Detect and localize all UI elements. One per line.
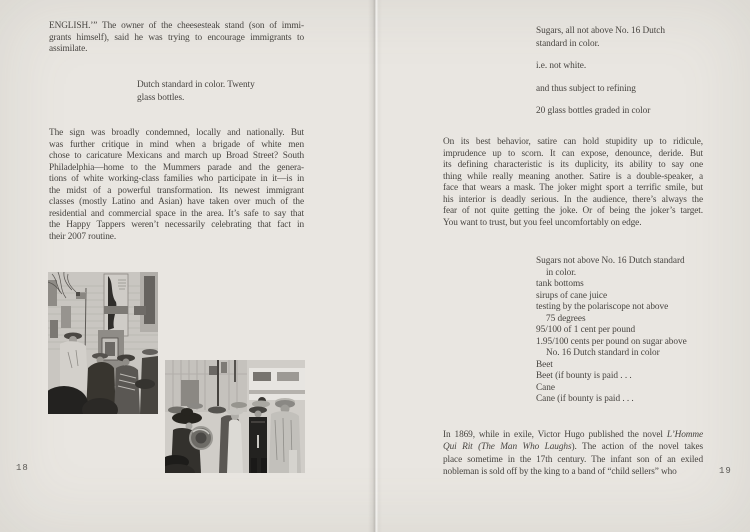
text-line: Sugars not above No. 16 Dutch standard [536,256,685,266]
text-line [443,429,703,441]
text-line: On its best behavior, satire can hold stupidity up to ridicule, [443,137,703,147]
page-number-left: 18 [16,463,29,473]
text-line: grants himself), said he was trying to encourage immigrants to [49,32,304,43]
text-line: its defining characteristic is its duplicity, its ability to say one [443,160,703,170]
text-line: fear of not quite getting the joke. Or of being the joker’s target. [443,206,703,216]
text-line [443,466,703,478]
text-line: the Happy Tappers weren’t necessarily celebrating that fact in [49,220,304,230]
paragraph-cheesesteak [49,21,304,56]
text-line: assimilate. [49,44,88,54]
text-line: i.e. not white. [536,61,587,71]
text-line [443,441,703,453]
text-line: sirups of cane juice [536,290,608,301]
text-line: No. 16 Dutch standard in color [546,348,660,358]
text-line: thing while really meaning another. Satire is a double-speaker, a [443,171,703,182]
text-line: testing by the polariscope not above [536,302,669,312]
blockquote-dutch-standard [137,79,255,104]
photo-mummers-parade-band-art [165,360,305,473]
text-line [536,95,665,105]
photo-mummers-parade-building-art [48,272,158,414]
text-line: Beet (if bounty is paid . . . [536,371,632,381]
text-line: standard in color. [536,38,600,49]
text-line: his interior is deadly serious. In the audience, there’s always the [443,194,703,205]
text-line: residential and commercial space in the area. It’s safe to say that [49,208,304,219]
paragraph-sign-condemned [49,128,304,243]
text-line: 1.95/100 cents per pound on sugar above [536,336,687,347]
text-line: Philadelphia—home to the Mummers parade and the genera- [49,162,304,173]
text-line: face that wears a mask. The joker might sport a terrific smile, but [443,183,703,193]
text-line: You want to trust, but you feel uncomfortably on edge. [443,217,642,228]
text-line: in color. [546,267,577,278]
blockquote-tariff-list [536,256,687,406]
text-segment: place sometime in the 17th century. The infant son of an exiled [443,454,703,465]
text-segment: nobleman is sold off by the king to a band of “child sellers” who [443,467,677,478]
text-line: Sugars, all not above No. 16 Dutch [536,26,665,36]
text-line: Beet [536,359,553,370]
text-line [443,454,703,466]
italic-text-segment: Qui Rit (The Man Who Laughs [443,442,572,453]
italic-text-segment: L’Homme [666,430,703,440]
text-line: imprudence up to scorn. It can expose, denounce, deride. But [443,148,703,159]
text-line: glass bottles. [137,92,185,103]
blockquote-sugars-graded [536,25,665,118]
text-line: The sign was broadly condemned, locally and nationally. But [49,128,304,138]
text-line [536,50,665,60]
text-line: their 2007 routine. [49,231,117,242]
text-line: Dutch standard in color. Twenty [137,80,255,90]
text-line [536,73,665,83]
text-line: 95/100 of 1 cent per pound [536,325,636,335]
text-line: 75 degrees [546,313,586,324]
text-line: the midst of a powerful transformation. Its newest immigrant [49,185,304,196]
paragraph-victor-hugo [443,429,703,479]
text-line: Cane (if bounty is paid . . . [536,394,634,404]
text-line: and thus subject to refining [536,83,636,94]
text-line: Cane [536,382,555,393]
text-line: tank bottoms [536,279,584,289]
paragraph-satire [443,137,703,229]
text-line: classes (mostly Latino and Asian) have taken over much of the [49,197,304,207]
photo-mummers-parade-building [48,272,158,414]
text-line: chose to caricature Mexicans and march up Broad Street? South [49,151,304,161]
text-line: tions of white working-class families who participate in it—is in [49,174,304,184]
page-number-right: 19 [719,466,732,476]
text-line: 20 glass bottles graded in color [536,106,651,116]
text-segment: In 1869, while in exile, Victor Hugo published the novel [443,430,667,440]
text-line: was further critique in mind when a brigade of white men [49,139,304,150]
photo-mummers-parade-band [165,360,305,473]
book-gutter-shadow [368,0,382,532]
text-line: ENGLISH.’” The owner of the cheesesteak stand (son of immi- [49,21,304,31]
text-segment: ). The action of the novel takes [571,442,703,453]
